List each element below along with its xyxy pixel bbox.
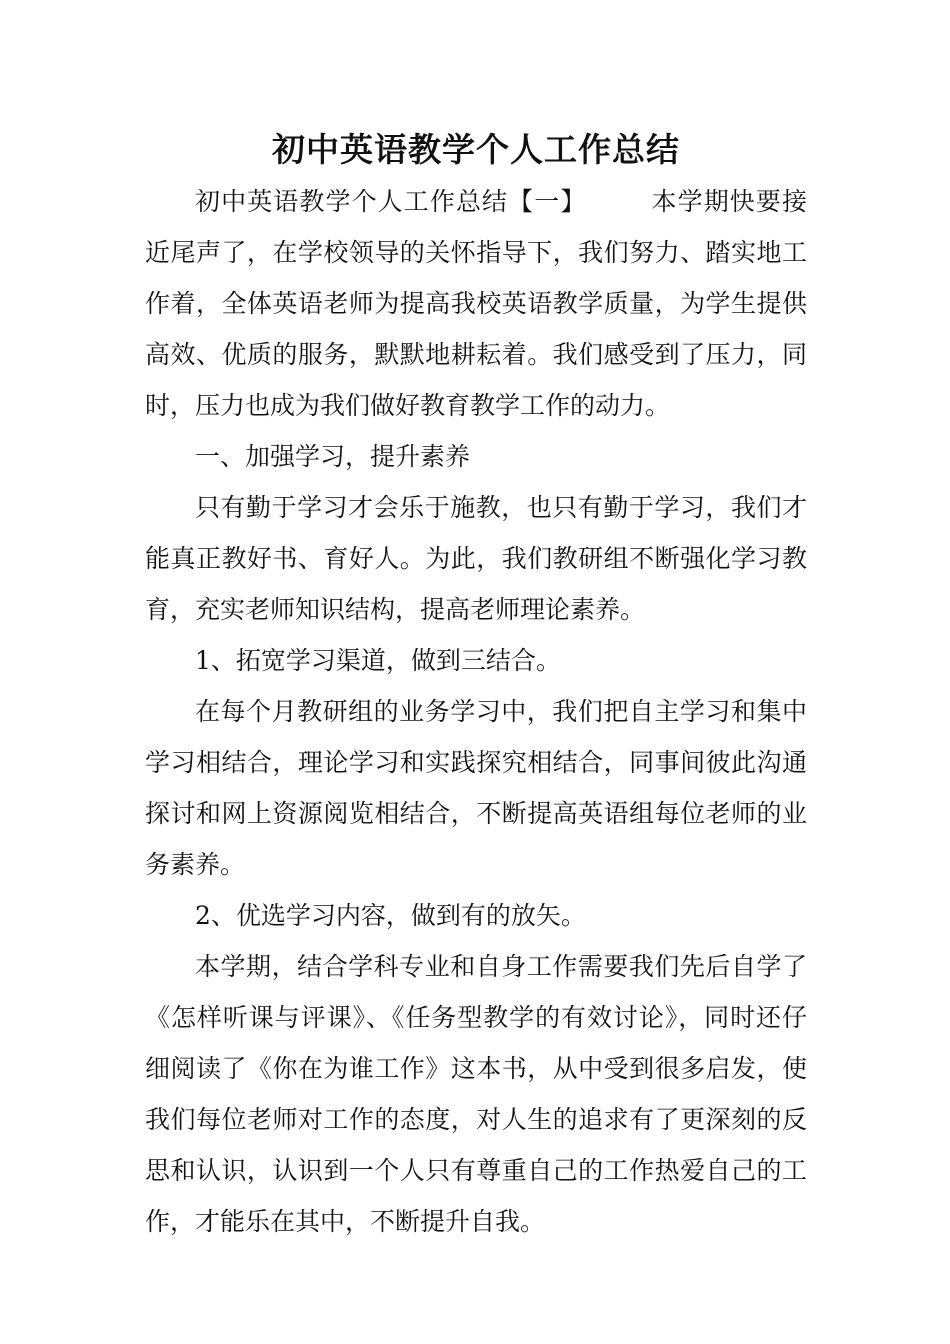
list-item-heading: 2、优选学习内容，做到有的放矢。 xyxy=(195,901,586,930)
body-paragraph: 只有勤于学习才会乐于施教，也只有勤于学习，我们才能真正教好书、育好人。为此，我们教研组不断强化学习教育，充实老师知识结构，提高老师理论素养。 xyxy=(145,493,807,624)
body-paragraph xyxy=(145,176,807,431)
document-page xyxy=(145,126,807,1247)
section-heading: 一、加强学习，提升素养 xyxy=(195,442,471,471)
body-paragraph: 本学期，结合学科专业和自身工作需要我们先后自学了《怎样听课与评课》、《任务型教学的有效讨论》，同时还仔细阅读了《你在为谁工作》这本书，从中受到很多启发，使我们每位老师对工作的态度，对人生的追求有了更深刻的反思和认识，认识到一个人只有尊重自己的工作热爱自己的工作，才能乐在其中，不断提升自我。 xyxy=(145,952,807,1236)
paragraph-text: 本学期快要接近尾声了，在学校领导的关怀指导下，我们努力、踏实地工作着，全体英语老师为提高我校英语教学质量，为学生提供高效、优质的服务，默默地耕耘着。我们感受到了压力，同时，压力也成为我们做好教育教学工作的动力。 xyxy=(145,187,807,420)
list-item-heading: 1、拓宽学习渠道，做到三结合。 xyxy=(195,646,561,675)
section-heading: 初中英语教学个人工作总结【一】 xyxy=(195,187,587,216)
document-title: 初中英语教学个人工作总结 xyxy=(272,130,680,169)
body-paragraph: 在每个月教研组的业务学习中，我们把自主学习和集中学习相结合，理论学习和实践探究相结合，同事间彼此沟通探讨和网上资源阅览相结合，不断提高英语组每位老师的业务素养。 xyxy=(145,697,807,879)
